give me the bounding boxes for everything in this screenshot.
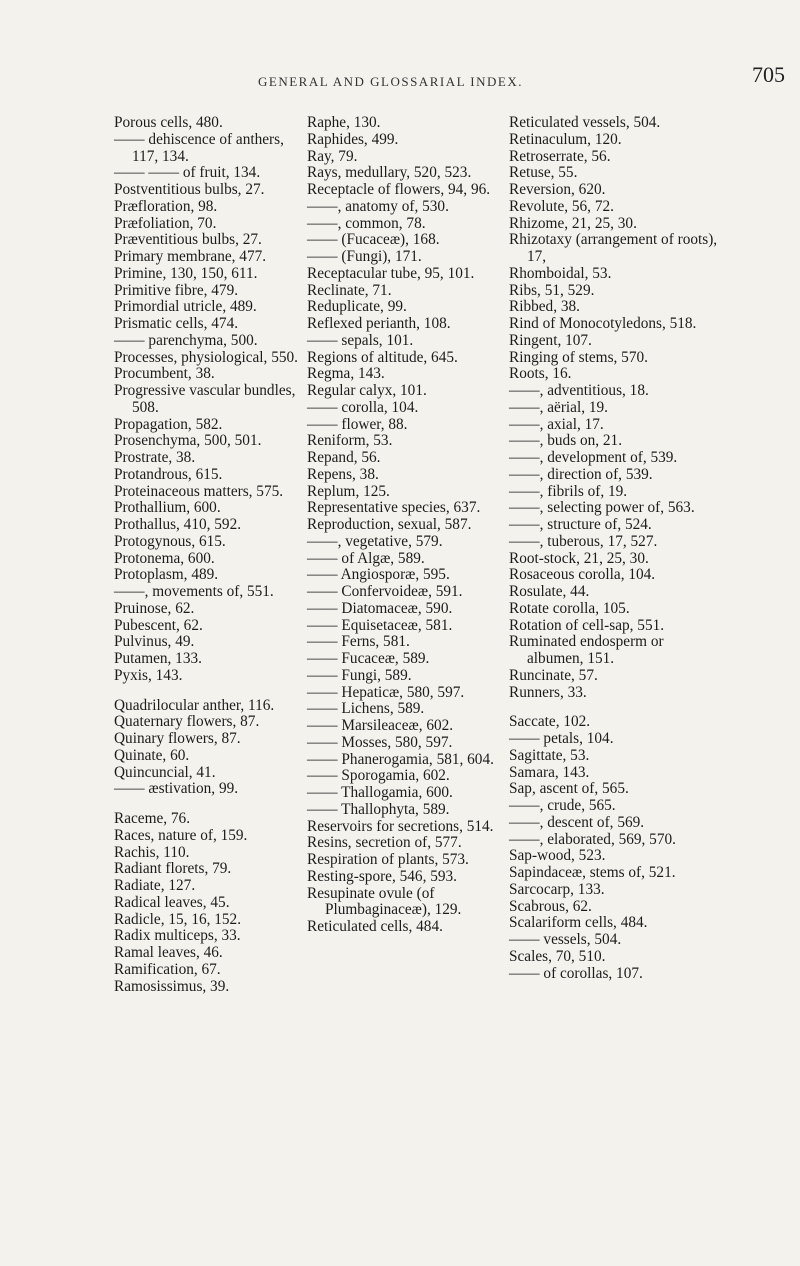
index-entry: Reduplicate, 99.: [307, 298, 407, 316]
index-entry: Rosaceous corolla, 104.: [509, 566, 656, 584]
index-entry: Scalariform cells, 484.: [509, 914, 648, 932]
index-entry: Primitive fibre, 479.: [114, 281, 239, 299]
index-entry: Receptacular tube, 95, 101.: [307, 264, 475, 282]
index-entry: Porous cells, 480.: [114, 114, 223, 131]
index-entry: Quaternary flowers, 87.: [114, 713, 260, 731]
index-entry: Quadrilocular anther, 116.: [114, 696, 275, 714]
index-entry: Replum, 125.: [307, 482, 390, 500]
index-entry: Proteinaceous matters, 575.: [114, 482, 284, 500]
index-entry: Root-stock, 21, 25, 30.: [509, 549, 649, 567]
index-entry: —— Confervoideæ, 591.: [307, 583, 463, 600]
index-entry: Reversion, 620.: [509, 181, 606, 198]
index-entry: Præventitious bulbs, 27.: [114, 231, 262, 249]
index-entry: Rhomboidal, 53.: [509, 264, 612, 282]
index-entry: ——, crude, 565.: [509, 797, 616, 814]
index-entry: Prismatic cells, 474.: [114, 315, 239, 332]
index-entry: Races, nature of, 159.: [114, 826, 248, 844]
index-entry: Repand, 56.: [307, 449, 381, 466]
index-entry: Ringent, 107.: [509, 331, 592, 349]
index-entry: Rays, medullary, 520, 523.: [307, 164, 472, 182]
index-entry: ——, axial, 17.: [509, 415, 604, 433]
index-entry: Primine, 130, 150, 611.: [114, 264, 258, 282]
index-entry: ——, anatomy of, 530.: [307, 197, 449, 215]
index-entry: Reservoirs for secretions, 514.: [307, 817, 494, 835]
index-entry: Retinaculum, 120.: [509, 130, 622, 148]
index-entry: ——, buds on, 21.: [509, 432, 623, 450]
index-entry: —— (Fungi), 171.: [307, 248, 422, 265]
index-entry: Raceme, 76.: [114, 810, 191, 827]
index-entry: ——, fibrils of, 19.: [509, 482, 628, 500]
index-entry: Scales, 70, 510.: [509, 947, 606, 965]
index-column-2: [307, 115, 503, 936]
index-entry: —— of corollas, 107.: [509, 964, 643, 982]
index-entry: Rind of Monocotyledons, 518.: [509, 315, 697, 332]
index-entry: —— flower, 88.: [307, 415, 408, 433]
index-entry: Samara, 143.: [509, 763, 590, 781]
index-entry: —— Mosses, 580, 597.: [307, 733, 453, 751]
index-entry: Raphides, 499.: [307, 130, 399, 148]
index-entry: Resins, secretion of, 577.: [307, 834, 462, 852]
index-entry: —— petals, 104.: [509, 730, 614, 747]
index-entry: Prostrate, 38.: [114, 449, 196, 466]
index-entry: Regular calyx, 101.: [307, 382, 427, 399]
index-entry: ——, common, 78.: [307, 214, 426, 232]
index-entry: Processes, physiological, 550.: [114, 348, 298, 366]
index-entry: —— Thallophyta, 589.: [307, 800, 450, 818]
index-entry: —— Marsileaceæ, 602.: [307, 717, 454, 734]
index-entry: Protonema, 600.: [114, 549, 215, 567]
index-entry: Reniform, 53.: [307, 432, 393, 450]
section-gap: [114, 685, 300, 698]
index-entry: Reclinate, 71.: [307, 281, 392, 299]
index-entry: —— parenchyma, 500.: [114, 331, 258, 349]
index-entry: Retroserrate, 56.: [509, 147, 611, 165]
index-entry: Revolute, 56, 72.: [509, 197, 614, 215]
index-entry: ——, elaborated, 569, 570.: [509, 830, 676, 848]
index-entry: Respiration of plants, 573.: [307, 851, 469, 868]
index-entry: Prothallus, 410, 592.: [114, 516, 242, 533]
index-entry: —— Thallogamia, 600.: [307, 784, 453, 801]
index-entry: Reflexed perianth, 108.: [307, 315, 451, 332]
index-entry: —— Lichens, 589.: [307, 700, 425, 718]
index-entry: Quinary flowers, 87.: [114, 730, 241, 747]
index-entry: —— dehiscence of anthers, 117, 134.: [114, 130, 284, 165]
index-entry: Receptacle of flowers, 94, 96.: [307, 181, 491, 198]
index-entry: Regma, 143.: [307, 365, 385, 383]
index-entry: Repens, 38.: [307, 465, 379, 483]
index-entry: ——, direction of, 539.: [509, 465, 653, 483]
index-entry: Reticulated cells, 484.: [307, 918, 443, 935]
index-entry: Saccate, 102.: [509, 713, 591, 731]
index-entry: Pubescent, 62.: [114, 616, 203, 634]
index-entry: —— Hepaticæ, 580, 597.: [307, 683, 465, 701]
index-entry: Putamen, 133.: [114, 650, 202, 667]
index-entry: Pyxis, 143.: [114, 666, 183, 684]
index-entry: Protogynous, 615.: [114, 532, 226, 550]
index-entry: ——, movements of, 551.: [114, 583, 274, 600]
index-entry: —— Ferns, 581.: [307, 633, 410, 651]
index-column-3: [509, 115, 719, 982]
index-entry: —— Fungi, 589.: [307, 666, 412, 684]
index-entry: Ramification, 67.: [114, 960, 221, 978]
index-entry: Radix multiceps, 33.: [114, 927, 241, 945]
index-entry: Ringing of stems, 570.: [509, 348, 648, 366]
index-entry: Ruminated endosperm or albumen, 151.: [509, 633, 664, 667]
index-entry: —— Equisetaceæ, 581.: [307, 616, 453, 634]
index-entry: —— vessels, 504.: [509, 931, 622, 948]
index-entry: Propagation, 582.: [114, 415, 223, 433]
index-entry: ——, tuberous, 17, 527.: [509, 532, 658, 550]
index-entry: Scabrous, 62.: [509, 897, 592, 915]
index-entry: Reproduction, sexual, 587.: [307, 516, 472, 533]
index-entry: —— sepals, 101.: [307, 331, 414, 349]
index-entry: Runcinate, 57.: [509, 666, 598, 684]
index-entry: Radiant florets, 79.: [114, 860, 232, 878]
index-entry: Ribs, 51, 529.: [509, 281, 595, 299]
index-entry: —— æstivation, 99.: [114, 780, 239, 798]
index-entry: —— corolla, 104.: [307, 398, 419, 416]
index-entry: Radical leaves, 45.: [114, 893, 230, 911]
index-entry: Protoplasm, 489.: [114, 566, 219, 584]
index-entry: ——, aërial, 19.: [509, 398, 608, 416]
index-entry: ——, structure of, 524.: [509, 516, 652, 533]
index-entry: Rosulate, 44.: [509, 583, 590, 600]
index-entry: Rhizotaxy (arrangement of roots), 17,: [509, 231, 718, 265]
index-entry: —— Diatomaceæ, 590.: [307, 599, 453, 617]
index-entry: Primary membrane, 477.: [114, 248, 267, 265]
index-entry: Prothallium, 600.: [114, 499, 221, 517]
index-entry: Prosenchyma, 500, 501.: [114, 432, 262, 450]
index-entry: Sarcocarp, 133.: [509, 880, 605, 898]
index-entry: Radicle, 15, 16, 152.: [114, 910, 242, 928]
index-entry: Quinate, 60.: [114, 746, 190, 764]
index-entry: Retuse, 55.: [509, 164, 578, 182]
index-entry: Procumbent, 38.: [114, 365, 215, 383]
index-entry: —— of Algæ, 589.: [307, 549, 425, 567]
index-entry: Quincuncial, 41.: [114, 763, 216, 781]
index-entry: ——, descent of, 569.: [509, 813, 645, 831]
index-entry: Ribbed, 38.: [509, 298, 580, 316]
index-entry: Ray, 79.: [307, 147, 358, 165]
page-header: [0, 60, 800, 100]
index-entry: Protandrous, 615.: [114, 465, 223, 483]
index-entry: Pulvinus, 49.: [114, 633, 195, 651]
index-entry: Præfloration, 98.: [114, 197, 218, 215]
index-entry: Runners, 33.: [509, 683, 587, 701]
index-entry: —— Fucaceæ, 589.: [307, 650, 430, 667]
index-entry: Radiate, 127.: [114, 877, 196, 894]
index-entry: Ramal leaves, 46.: [114, 944, 223, 961]
index-entry: Sagittate, 53.: [509, 746, 590, 764]
running-head: GENERAL AND GLOSSARIAL INDEX.: [258, 74, 523, 89]
index-entry: —— —— of fruit, 134.: [114, 164, 261, 182]
index-entry: Raphe, 130.: [307, 114, 381, 131]
index-entry: Rhizome, 21, 25, 30.: [509, 214, 637, 232]
index-entry: Rotate corolla, 105.: [509, 599, 630, 617]
index-entry: Representative species, 637.: [307, 499, 481, 517]
index-entry: ——, selecting power of, 563.: [509, 499, 695, 517]
index-entry: ——, development of, 539.: [509, 449, 678, 466]
index-entry: Sap-wood, 523.: [509, 847, 606, 865]
index-entry: Præfoliation, 70.: [114, 214, 217, 232]
index-entry: Resupinate ovule (of Plumbaginaceæ), 129.: [307, 884, 462, 919]
index-entry: —— Sporogamia, 602.: [307, 767, 450, 785]
index-entry: Ramosissimus, 39.: [114, 977, 230, 995]
index-entry: —— (Fucaceæ), 168.: [307, 231, 440, 249]
index-column-1: [114, 115, 300, 995]
index-entry: Roots, 16.: [509, 365, 572, 383]
index-entry: Sap, ascent of, 565.: [509, 780, 629, 798]
index-entry: Reticulated vessels, 504.: [509, 114, 661, 131]
index-entry: Progressive vascular bundles, 508.: [114, 382, 296, 416]
index-entry: Sapindaceæ, stems of, 521.: [509, 864, 676, 881]
index-entry: Rachis, 110.: [114, 843, 190, 861]
index-entry: Pruinose, 62.: [114, 599, 195, 617]
index-entry: Primordial utricle, 489.: [114, 298, 257, 316]
index-entry: Rotation of cell-sap, 551.: [509, 616, 665, 634]
index-entry: Postventitious bulbs, 27.: [114, 181, 265, 198]
index-entry: —— Phanerogamia, 581, 604.: [307, 750, 494, 768]
page-number: 705: [752, 62, 785, 87]
index-entry: ——, vegetative, 579.: [307, 532, 443, 550]
index-entry: Resting-spore, 546, 593.: [307, 867, 457, 885]
index-entry: Regions of altitude, 645.: [307, 348, 458, 366]
index-entry: ——, adventitious, 18.: [509, 382, 649, 399]
index-entry: —— Angiosporæ, 595.: [307, 566, 450, 584]
